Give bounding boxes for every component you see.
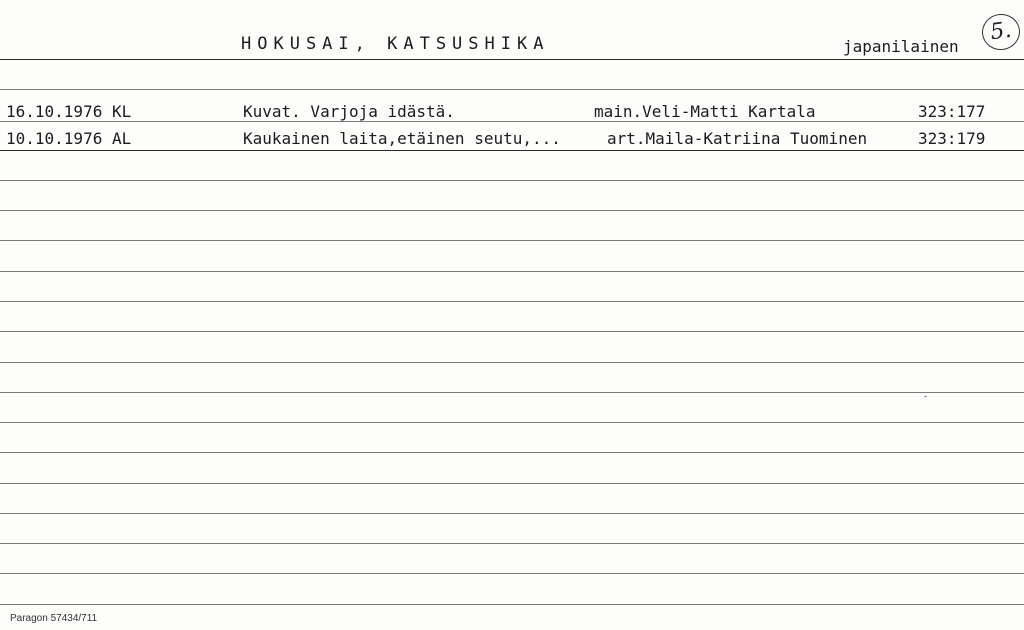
rule-line <box>0 331 1024 332</box>
paper-speck <box>924 396 927 398</box>
card-sequence-number: 5. <box>980 12 1023 53</box>
entry-credit: art.Maila-Katriina Tuominen <box>607 129 868 148</box>
rule-line <box>0 89 1024 90</box>
rule-line <box>0 422 1024 423</box>
rule-line <box>0 392 1024 393</box>
printer-imprint: Paragon 57434/711 <box>10 613 98 624</box>
rule-line <box>0 543 1024 544</box>
rule-line <box>0 483 1024 484</box>
rule-line <box>0 240 1024 241</box>
entry-title: Kaukainen laita,etäinen seutu,... <box>243 129 561 148</box>
rule-line <box>0 513 1024 514</box>
entry-title: Kuvat. Varjoja idästä. <box>243 102 455 121</box>
entry-id: 323:177 <box>918 102 986 121</box>
entry-date: 10.10.1976 AL <box>6 129 132 148</box>
rule-line <box>0 150 1024 151</box>
rule-line <box>0 59 1024 60</box>
rule-line <box>0 604 1024 605</box>
rule-line <box>0 271 1024 272</box>
entry-credit: main.Veli-Matti Kartala <box>594 102 816 121</box>
rule-line <box>0 301 1024 302</box>
rule-line <box>0 210 1024 211</box>
rule-line <box>0 573 1024 574</box>
rule-line <box>0 452 1024 453</box>
rule-line <box>0 180 1024 181</box>
rule-line <box>0 362 1024 363</box>
entry-id: 323:179 <box>918 129 986 148</box>
artist-nationality: japanilainen <box>843 37 959 56</box>
rule-line <box>0 121 1024 122</box>
entry-date: 16.10.1976 KL <box>6 102 132 121</box>
artist-name: HOKUSAI, KATSUSHIKA <box>241 34 550 54</box>
